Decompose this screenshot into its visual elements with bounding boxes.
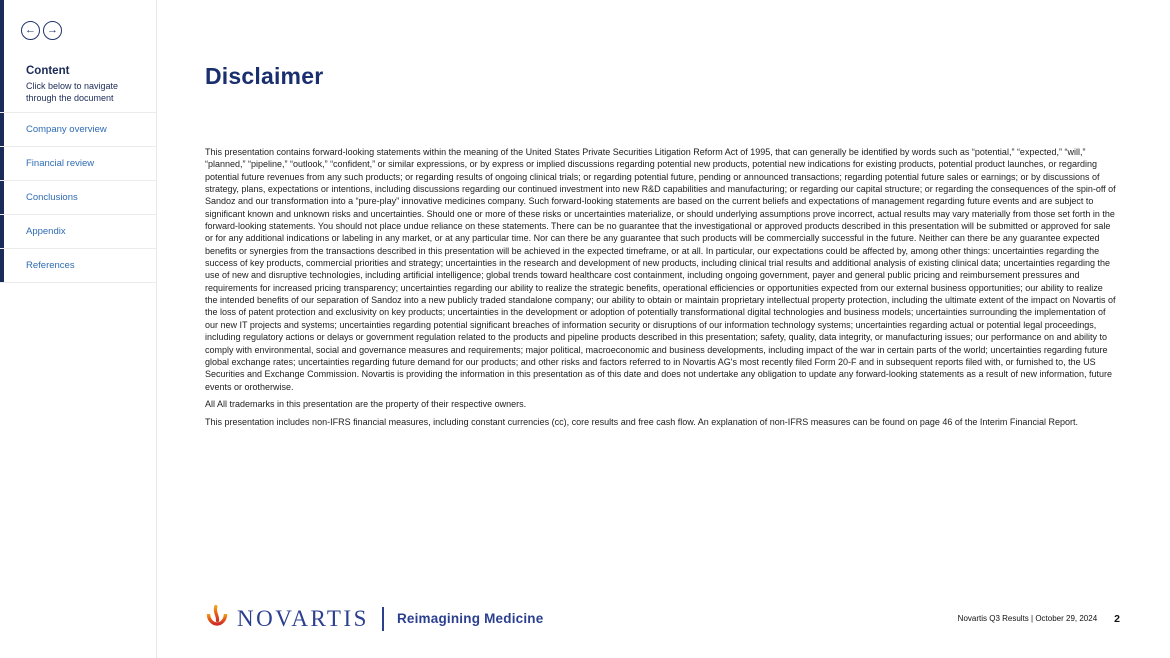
sidebar-subtitle: Click below to navigate through the document [26, 81, 119, 103]
forward-button[interactable] [43, 21, 62, 40]
disclaimer-paragraph: This presentation contains forward-looking statements within the meaning of the United States Private Securities Litigation Reform Act of 1995, that can generally be identified by words such as “potential,” “expected,” “will,” “planned,” “pipeline,” “outlook,” “confident,” or similar expressions, or by express or implied discussions regarding potential new products, potential new indications for existing products, potential product launches, or regarding potential future revenues from any such products; or regarding results of ongoing clinical trials; or regarding potential future, pending or announced transactions; regarding potential future sales or earnings; or by discussions of strategy, plans, expectations or intentions, including discussions regarding our continued investment into new R&D capabilities and manufacturing; or regarding our capital structure; or regarding the consequences of the spin-off of Sandoz and our transformation into a “pure-play” innovative medicines company. Such forward-looking statements are based on the current beliefs and expectations of management regarding future events and are subject to significant known and unknown risks and uncertainties. Should one or more of these risks or uncertainties materialize, or should underlying assumptions prove incorrect, actual results may vary materially from those set forth in the forward-looking statements. You should not place undue reliance on these statements. There can be no guarantee that the investigational or approved products described in this presentation will be submitted or approved for sale or for any additional indications or labeling in any market, or at any particular time. Nor can there be any guarantee that such products will be commercially successful in the future. Neither can there be any guarantee expected benefits or synergies from the transactions described in this presentation will be achieved in the expected timeframe, or at all. In particular, our expectations could be affected by, among other things: uncertainties regarding the success of key products, commercial priorities and strategy; uncertainties in the research and development of new products, including clinical trial results and additional analysis of existing clinical data; uncertainties regarding the use of new and disruptive technologies, including artificial intelligence; global trends toward healthcare cost containment, including ongoing government, payer and general public pricing and reimbursement pressures and requirements for increased pricing transparency; uncertainties regarding our ability to realize the strategic benefits, operational efficiencies or opportunities expected from our external business opportunities; our ability to realize the intended benefits of our separation of Sandoz into a new publicly traded standalone company; our ability to obtain or maintain proprietary intellectual property protection, including the ultimate extent of the impact on Novartis of the loss of patent protection and exclusivity on key products; uncertainties in the development or adoption of potentially transformational digital technologies and business models; uncertainties surrounding the implementation of our new IT projects and systems; uncertainties regarding potential significant breaches of information security or disruptions of our information technology systems; uncertainties regarding actual or potential legal proceedings, including regulatory actions or delays or government regulation related to the products and pipeline products described in this presentation; safety, quality, data integrity, or manufacturing issues; our performance on and ability to comply with environmental, social and governance measures and requirements; major political, macroeconomic and business developments, including impact of the war in certain parts of the world; uncertainties regarding future global exchange rates; uncertainties regarding future demand for our products; and other risks and factors referred to in Novartis AG's most recently filed Form 20-F and in subsequent reports filed with, or furnished to, the US Securities and Exchange Commission. Novartis is providing the information in this presentation as of this date and does not undertake any obligation to update any forward-looking statements as a result of new information, future events or orotherwise. [205, 147, 1116, 392]
sidebar-title: Content [26, 65, 70, 77]
disclaimer-body [205, 146, 1116, 434]
arrow-left-icon: ← [25, 24, 36, 36]
novartis-flame-icon [205, 604, 229, 633]
page-number: 2 [1114, 612, 1120, 625]
trademarks-paragraph: All All trademarks in this presentation are the property of their respective owners. [205, 399, 527, 410]
sidebar-item-appendix[interactable]: Appendix [0, 214, 157, 248]
sidebar-header [26, 65, 144, 104]
page-title: Disclaimer [205, 63, 324, 89]
nav-arrows [21, 21, 62, 40]
sidebar-item-references[interactable]: References [0, 248, 157, 282]
arrow-right-icon: → [47, 24, 58, 36]
sidebar-item-company-overview[interactable]: Company overview [0, 112, 157, 146]
footer [205, 600, 1120, 637]
sidebar-item-financial-review[interactable]: Financial review [0, 146, 157, 180]
footer-meta: Novartis Q3 Results | October 29, 2024 [957, 614, 1098, 623]
brand-divider [382, 607, 384, 631]
non-ifrs-paragraph: This presentation includes non-IFRS financial measures, including constant currencies (cc), core results and free cash flow. An explanation of non-IFRS measures can be found on page 46 of the Interim Financial Report. [205, 417, 1078, 428]
sidebar [0, 0, 157, 658]
back-button[interactable] [21, 21, 40, 40]
sidebar-item-conclusions[interactable]: Conclusions [0, 180, 157, 214]
novartis-wordmark: NOVARTIS [237, 605, 369, 631]
sidebar-nav [0, 112, 157, 283]
brand-tagline: Reimagining Medicine [396, 611, 544, 626]
